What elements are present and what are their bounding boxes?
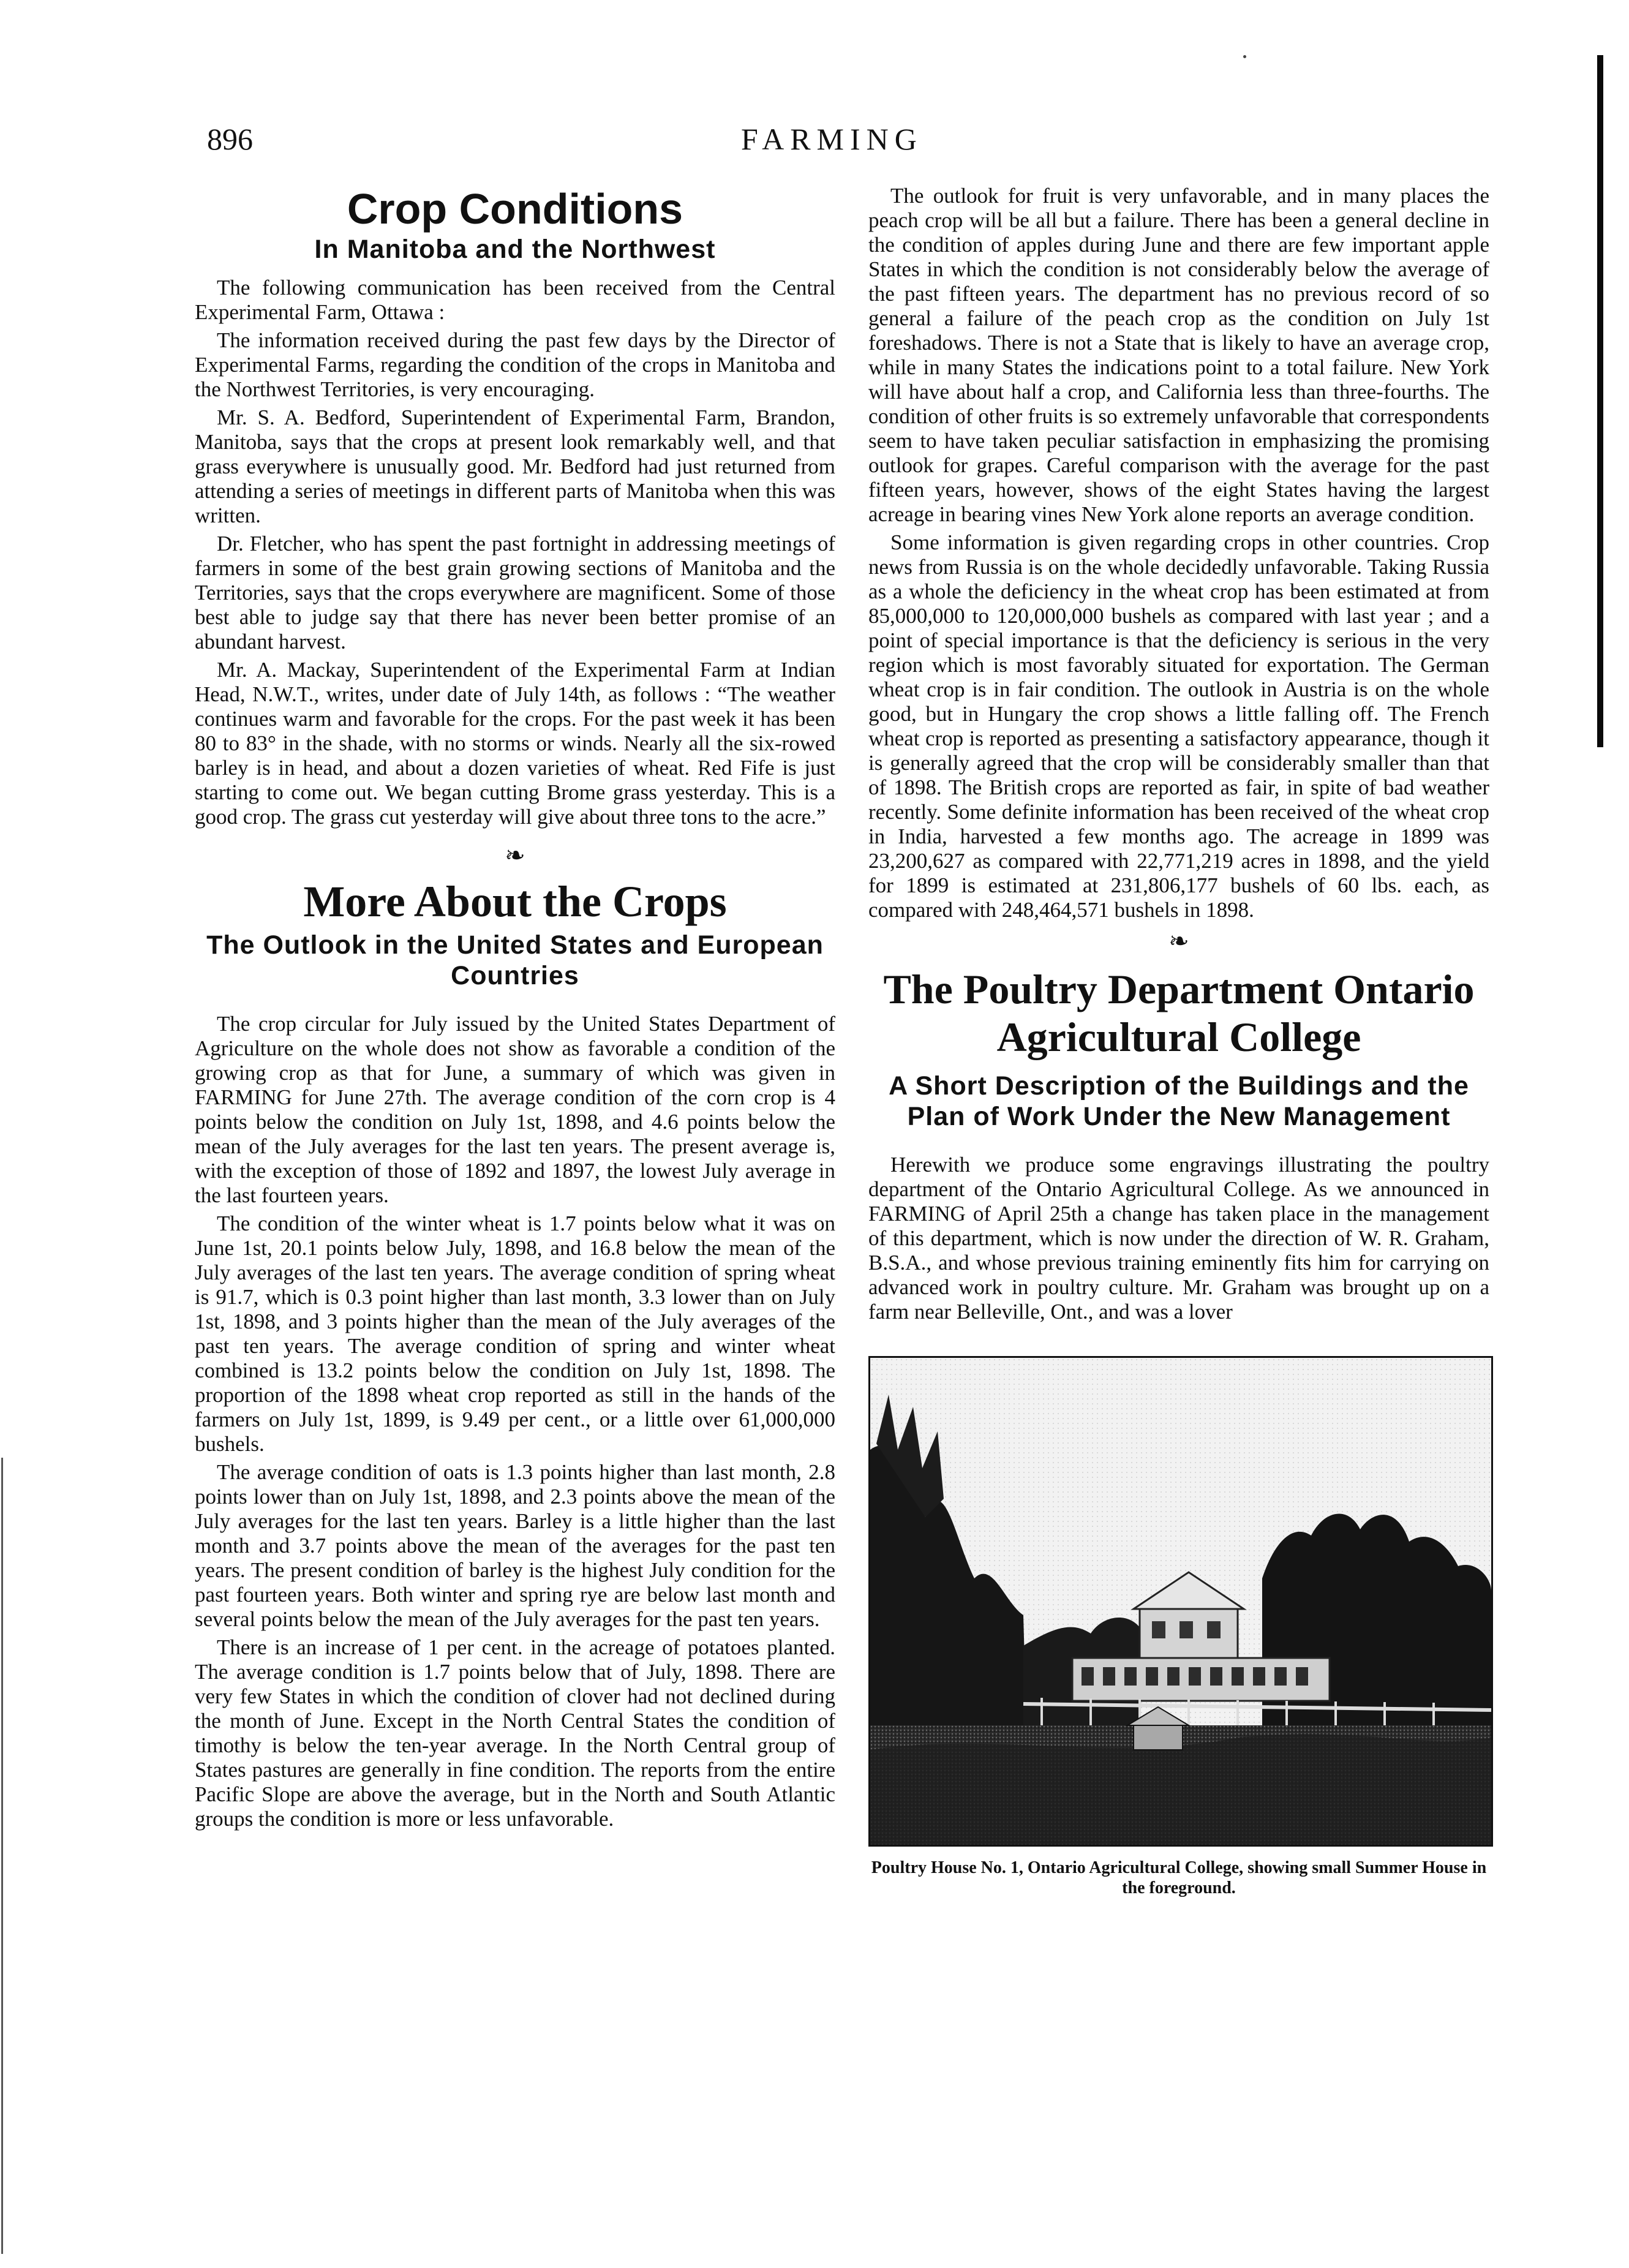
article-title-poultry-department: The Poultry Department Ontario Agricultural College <box>883 966 1475 1060</box>
article-subtitle-manitoba: In Manitoba and the Northwest <box>314 235 716 264</box>
paragraph: Herewith we produce some engravings illustrating the poultry department of the Ontario Agricultural College. As we announced in FARMING of April 25th a change has taken place in the management of this department, which is now under the direction of W. R. Graham, B.S.A., and whose previous training eminently fits him for carrying on advanced work in poultry culture. Mr. Graham was brought up on a farm near Belleville, Ont., and was a lover <box>868 1153 1489 1324</box>
scan-speck <box>1243 55 1246 58</box>
paragraph: The average condition of oats is 1.3 points higher than last month, 2.8 points lower than on July 1st, 1898, and 2.3 points above the mean of the July averages for the last ten years. Barley is a little higher than the last month and 3.7 points above the mean of the averages for the past ten years. The present condition of barley is the highest July condition for the past fourteen years. Both winter and spring rye are below last month and several points below the mean of the July averages for the past ten years. <box>195 1460 835 1631</box>
article-subtitle-short-description: A Short Description of the Buildings and the Plan of Work Under the New Management <box>889 1071 1469 1131</box>
paragraph: The condition of the winter wheat is 1.7 points below what it was on June 1st, 20.1 points below July, 1898, and 16.8 below the mean of the July averages of the last ten years. The average condition of spring wheat is 91.7, which is 0.3 point higher than last month, 3.3 lower than on July 1st, 1898, and 3 points higher than the mean of the July averages of the past ten years. The average condition of spring and winter wheat combined is 13.2 points below the condition on July 1st, 1898. The proportion of the 1898 wheat crop reported as still in the hands of the farmers on July 1st, 1899, is 9.49 per cent., or a little over 61,000,000 bushels. <box>195 1211 835 1456</box>
scan-edge-rule <box>1597 55 1603 747</box>
paragraph: There is an increase of 1 per cent. in the acreage of potatoes planted. The average condition is 1.7 points below that of July, 1898. There are very few States in which the condition of clover had not declined during the month of June. Except in the North Central States the condition of timothy is below the ten-year average. In the North Central group of States pastures are generally in fine condition. The reports from the entire Pacific Slope are above the average, but in the North and South Atlantic groups the condition is more or less unfavorable. <box>195 1635 835 1831</box>
article-title-crop-conditions: Crop Conditions <box>347 185 683 233</box>
fleuron-ornament: ❧ <box>505 842 525 869</box>
running-title: FARMING <box>741 122 923 156</box>
poultry-house-engraving <box>868 1356 1493 1847</box>
article-title-more-about-crops: More About the Crops <box>303 877 727 926</box>
paragraph: The following communication has been received from the Central Experimental Farm, Ottawa : <box>195 276 835 324</box>
paragraph: The crop circular for July issued by the United States Department of Agriculture on the whole does not show as favorable a condition of the growing crop as that for June, a summary of which was given in FARMING for June 27th. The average condition of the corn crop is 4 points below the condition on July 1st, 1898, and 4.6 points below the mean of the July averages for the last ten years. The present average is, with the exception of those of 1892 and 1897, the lowest July average in the last fourteen years. <box>195 1012 835 1207</box>
right-column <box>868 184 1489 1898</box>
page-number: 896 <box>207 122 253 156</box>
paragraph: Mr. S. A. Bedford, Superintendent of Experimental Farm, Brandon, Manitoba, says that the crops at present look remarkably well, and that grass everywhere is unusually good. Mr. Bedford had just returned from attending a series of meetings in different parts of Manitoba when this was written. <box>195 405 835 527</box>
left-column <box>195 184 835 1835</box>
figure-caption: Poultry House No. 1, Ontario Agricultural College, showing small Summer House in the foreground. <box>871 1858 1487 1897</box>
article-subtitle-outlook: The Outlook in the United States and European Countries <box>206 930 824 990</box>
paragraph: Dr. Fletcher, who has spent the past fortnight in addressing meetings of farmers in some of the best grain growing sections of Manitoba and the Territories, says that the crops everywhere are magnificent. Some of those best able to judge say that there has never been better promise of an abundant harvest. <box>195 532 835 654</box>
scan-left-edge <box>1 1458 3 2254</box>
fleuron-ornament: ❧ <box>1168 927 1189 955</box>
paragraph: The outlook for fruit is very unfavorable, and in many places the peach crop will be all but a failure. There has been a general decline in the condition of apples during June and there are few important apple States in which the condition is not considerably below the average of the past fifteen years. The department has no previous record of so general a failure of the peach crop as the condition on July 1st foreshadows. There is not a State that is likely to have an average crop, while in many States the indications point to a total failure. New York will have about half a crop, and California less than three-fourths. The condition of other fruits is so extremely unfavorable that correspondents seem to have taken peculiar satisfaction in emphasizing the promising outlook for grapes. Careful comparison with the average for the past fifteen years, however, shows of the eight States having the largest acreage in bearing vines New York alone reports an average condition. <box>868 184 1489 526</box>
paragraph: Some information is given regarding crops in other countries. Crop news from Russia is on the whole decidedly unfavorable. Taking Russia as a whole the deficiency in the wheat crop has been estimated at from 85,000,000 to 120,000,000 bushels as compared with last year ; and a point of special importance is that the deficiency is serious in the very region which is most favorably situated for exportation. The German wheat crop is in fair condition. The outlook in Austria is on the whole good, but in Hungary the crop shows a little falling off. The French wheat crop is reported as presenting a satisfactory appearance, though it is generally agreed that the crop will be considerably smaller than that of 1898. The British crops are reported as fair, in spite of bad weather recently. Some definite information has been received of the wheat crop in India, harvested a few months ago. The acreage in 1899 was 23,200,627 as compared with 22,771,219 acres in 1898, and the yield for 1899 is estimated at 231,806,177 bushels of 60 lbs. each, as compared with 248,464,571 bushels in 1898. <box>868 530 1489 922</box>
paragraph: The information received during the past few days by the Director of Experimental Farms, regarding the condition of the crops in Manitoba and the Northwest Territories, is very encouraging. <box>195 328 835 401</box>
paragraph: Mr. A. Mackay, Superintendent of the Experimental Farm at Indian Head, N.W.T., writes, under date of July 14th, as follows : “The weather continues warm and favorable for the crops. For the past week it has been 80 to 83° in the shade, with no storms or winds. Nearly all the six-rowed barley is in head, and about a dozen varieties of wheat. Red Fife is just starting to come out. We began cutting Brome grass yesterday. This is a good crop. The grass cut yesterday will give about three tons to the acre.” <box>195 658 835 829</box>
